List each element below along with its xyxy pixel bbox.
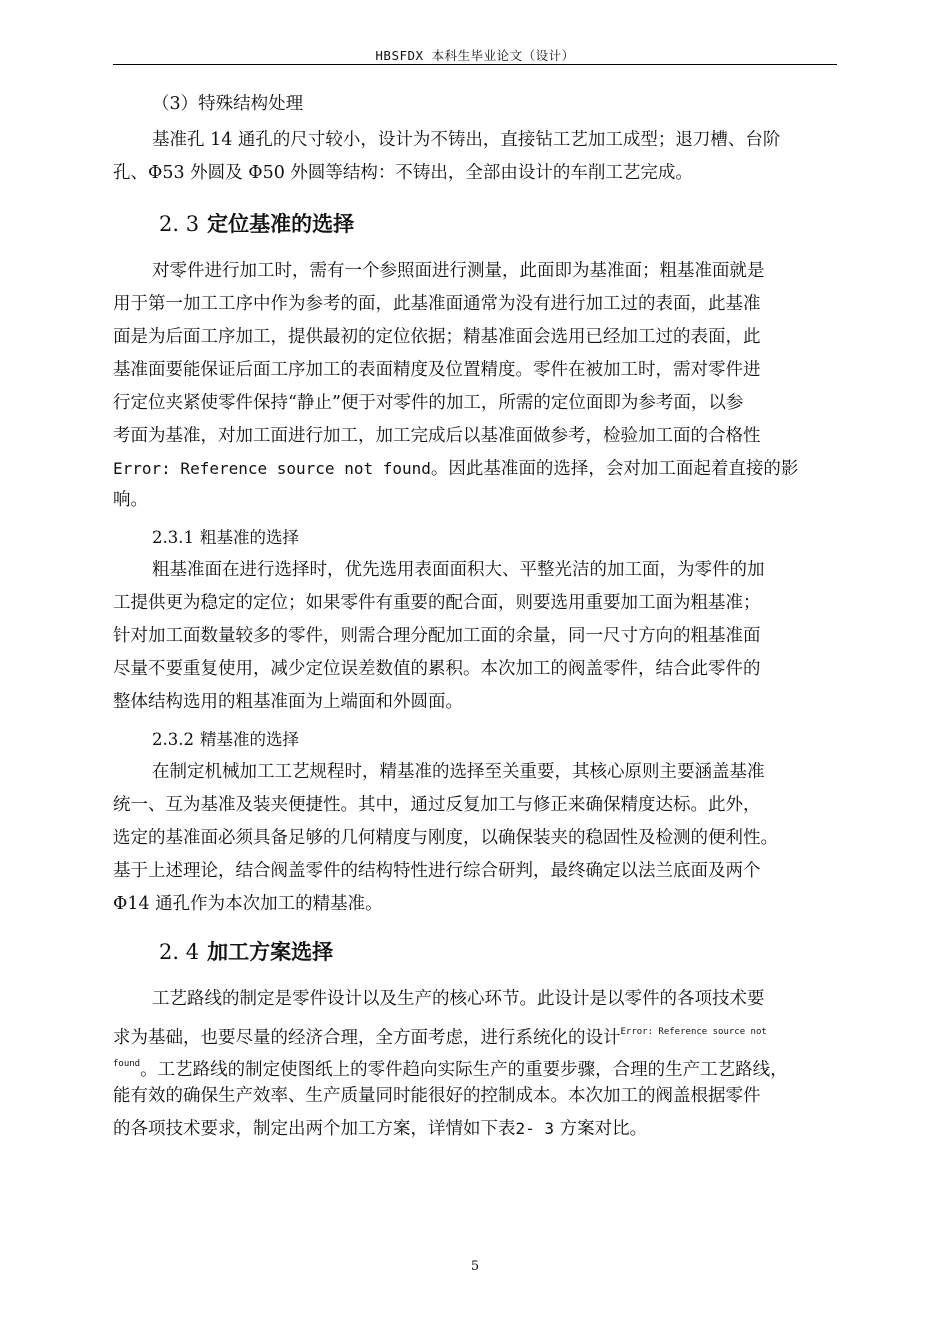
paragraph-line: 选定的基准面必须具备足够的几何精度与刚度，以确保装夹的稳固性及检测的便利性。 [113, 828, 778, 848]
section-heading-2-4 [159, 936, 333, 966]
paragraph-line: 在制定机械加工工艺规程时，精基准的选择至关重要，其核心原则主要涵盖基准 [152, 762, 765, 782]
subsection-number: 2.3.2 [152, 730, 194, 749]
paragraph-line: 工艺路线的制定是零件设计以及生产的核心环节。此设计是以零件的各项技术要 [152, 989, 765, 1009]
paragraph-line [113, 1119, 647, 1139]
paragraph-line: 统一、互为基准及装夹便捷性。其中，通过反复加工与修正来确保精度达标。此外， [113, 795, 761, 815]
paragraph-text: 。因此基准面的选择，会对加工面起着直接的影 [430, 459, 799, 479]
section-title: 定位基准的选择 [207, 212, 355, 236]
paragraph-line: 用于第一加工工序中作为参考的面，此基准面通常为没有进行加工过的表面，此基准 [113, 294, 761, 314]
running-header: HBSFDX 本科生毕业论文（设计） [375, 48, 575, 63]
paragraph-line: 针对加工面数量较多的零件，则需合理分配加工面的余量，同一尺寸方向的粗基准面 [113, 626, 761, 646]
paragraph-text: 求为基础，也要尽量的经济合理，全方面考虑，进行系统化的设计 [113, 1028, 621, 1048]
section-number: 2. 4 [159, 940, 200, 964]
subsection-heading-2-3-2 [152, 726, 299, 750]
paragraph-line: 孔、Φ53 外圆及 Φ50 外圆等结构：不铸出，全部由设计的车削工艺完成。 [113, 163, 693, 183]
paragraph-line [113, 459, 798, 479]
subsection-heading-2-3-1 [152, 524, 299, 548]
subsection-number: 2.3.1 [152, 528, 194, 547]
paragraph-line: 行定位夹紧使零件保持“静止”便于对零件的加工，所需的定位面即为参考面，以参 [113, 393, 744, 413]
page-number: 5 [470, 1259, 480, 1274]
paragraph-line: 对零件进行加工时，需有一个参照面进行测量，此面即为基准面；粗基准面就是 [152, 261, 765, 281]
paragraph-line: 基准孔 14 通孔的尺寸较小，设计为不铸出，直接钻工艺加工成型；退刀槽、台阶 [152, 130, 781, 150]
paragraph-line: Φ14 通孔作为本次加工的精基准。 [113, 894, 383, 914]
paragraph-text: 。工艺路线的制定使图纸上的零件趋向实际生产的重要步骤，合理的生产工艺路线， [140, 1060, 788, 1080]
paragraph-line: 考面为基准，对加工面进行加工，加工完成后以基准面做参考，检验加工面的合格性 [113, 426, 761, 446]
subsection-title: 精基准的选择 [199, 730, 299, 749]
paragraph-line: 响。 [113, 490, 148, 510]
header-rule [113, 64, 837, 65]
table-reference: 2- 3 [515, 1119, 555, 1138]
paragraph-line [113, 1054, 788, 1080]
broken-citation: Error: Reference source not [620, 1027, 767, 1037]
paragraph-line: 基准面要能保证后面工序加工的表面精度及位置精度。零件在被加工时，需对零件进 [113, 360, 761, 380]
broken-reference: Error: Reference source not found [113, 459, 431, 478]
section-number: 2. 3 [159, 212, 200, 236]
paragraph-line: 基于上述理论，结合阀盖零件的结构特性进行综合研判，最终确定以法兰底面及两个 [113, 861, 761, 881]
paragraph-line: 面是为后面工序加工，提供最初的定位依据；精基准面会选用已经加工过的表面，此 [113, 327, 761, 347]
paragraph-line: 工提供更为稳定的定位；如果零件有重要的配合面，则要选用重要加工面为粗基准； [113, 593, 761, 613]
section-heading-2-3 [159, 208, 354, 238]
paragraph-line: 能有效的确保生产效率、生产质量同时能很好的控制成本。本次加工的阀盖根据零件 [113, 1086, 761, 1106]
paragraph-line: 整体结构选用的粗基准面为上端面和外圆面。 [113, 692, 463, 712]
paragraph-text: 方案对比。 [554, 1119, 648, 1139]
section-title: 加工方案选择 [207, 940, 334, 964]
subsection-heading: （3）特殊结构处理 [152, 94, 304, 114]
paragraph-text: 的各项技术要求，制定出两个加工方案，详情如下表 [113, 1119, 516, 1139]
subsection-title: 粗基准的选择 [199, 528, 299, 547]
paragraph-line: 尽量不要重复使用，减少定位误差数值的累积。本次加工的阀盖零件，结合此零件的 [113, 659, 761, 679]
paragraph-line: 粗基准面在进行选择时，优先选用表面面积大、平整光洁的加工面，为零件的加 [152, 560, 765, 580]
paragraph-line [113, 1022, 767, 1048]
broken-citation-continued: found [113, 1059, 141, 1069]
